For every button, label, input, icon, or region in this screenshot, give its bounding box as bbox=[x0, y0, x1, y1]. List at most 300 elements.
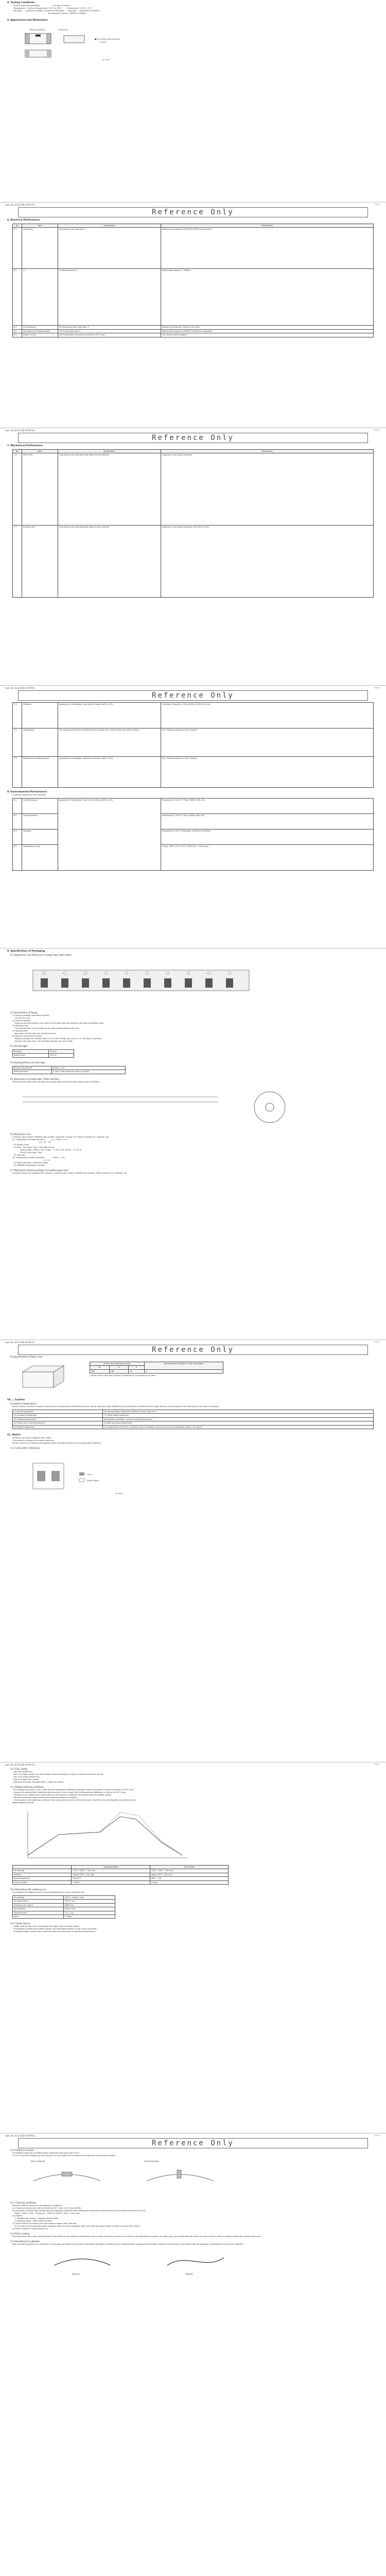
sheet-4 bbox=[0, 685, 386, 872]
twisting-svg bbox=[165, 2250, 226, 2273]
solder-volume-lines bbox=[0, 1925, 386, 1933]
text-line: Don't use highly acidic flux (with halide content exceeding 0.2(wt)% (chlorine conversion value)). bbox=[12, 1773, 104, 1775]
outer-case-heading: 9.8 Specification of Outer Case bbox=[10, 1355, 43, 1358]
text-line: (1) (2) (3) bbox=[12, 1141, 51, 1143]
text-line: · Accordingly increasing the solder volume, the mechanical stress to Chip is also increased. bbox=[12, 1928, 97, 1930]
cell: Heat Resistance bbox=[22, 799, 58, 814]
text-line: Exceeding solder volume may cause the failure of mechanical or electrical performance. bbox=[12, 1930, 96, 1933]
table-row bbox=[13, 453, 374, 526]
page-number: P.6/11 bbox=[374, 1764, 380, 1766]
chip-component bbox=[62, 2172, 72, 2176]
leader-heading: 9.5 Dimensions of Leader-tape, Trailer and Reel bbox=[10, 1077, 59, 1080]
outside-note: Customer name, Purchasing order number, Customer part number, MURATA part number, RoHS marking (*2), Quantity, etc. bbox=[12, 1172, 128, 1174]
outer-case-table-wrap bbox=[90, 1362, 223, 1393]
cell: Appearance: No damage. Inductance Change: within ±10% bbox=[58, 703, 161, 728]
sheet-3 bbox=[0, 428, 386, 599]
land-unit-label: (in mm) bbox=[115, 1493, 123, 1495]
text-line: (5) Other cleaning : Please contact us. bbox=[12, 2228, 48, 2230]
text-line: (2) MURATA classification number bbox=[12, 1164, 45, 1166]
table-row bbox=[13, 326, 374, 329]
leader-note: There shall be leader-tape (top tape and empty tape) and trailer-tape (empty tape) as follows. bbox=[12, 1080, 100, 1083]
cell: Measuring Equipment: KEYSIGHT N5230A or equivalent bbox=[161, 329, 374, 333]
cell: Substrate: Glass-epoxy substrate bbox=[161, 453, 374, 526]
cell: Cold Resistance bbox=[22, 814, 58, 829]
text-line: This product is designed for solder mounting. bbox=[12, 1439, 55, 1442]
cell: 6.5 bbox=[13, 333, 22, 337]
electrical-table bbox=[12, 224, 374, 337]
rework-heading: 11.4 Reworking with soldering iron bbox=[10, 1888, 46, 1891]
leader-svg bbox=[12, 1087, 321, 1128]
spec-number: Spec No. JELF243B-0019P-01 bbox=[5, 1764, 36, 1766]
table-row bbox=[13, 1066, 126, 1070]
sheet-8 bbox=[0, 2133, 386, 2285]
cell: H bbox=[129, 1366, 145, 1369]
location-examples bbox=[31, 2160, 355, 2196]
text-line: Third, Fourth digit : Day bbox=[12, 1151, 42, 1154]
cell: 8.3 bbox=[13, 829, 22, 845]
good-label: [Good example] bbox=[144, 2160, 159, 2162]
dimension-drawing bbox=[12, 24, 218, 65]
table-row bbox=[13, 1421, 374, 1425]
cell: 8.1 bbox=[13, 799, 22, 814]
text-line: Cooling into solvent after soldering also should be in such a way that the temperature difference is limited to 100°C max. bbox=[12, 1791, 127, 1793]
notice-lines bbox=[0, 1437, 386, 1445]
cell: Oscillation Frequency: 10Hz to 55Hz to 10Hz for 1min bbox=[161, 703, 374, 728]
location-heading: 11.6 Product's location bbox=[10, 2149, 34, 2151]
cell: (3) Undersea equipment bbox=[13, 1417, 103, 1421]
table-row bbox=[90, 1369, 223, 1373]
bottom-electrode-right bbox=[47, 50, 51, 57]
poor-label: [Poor example] bbox=[31, 2160, 45, 2162]
appearance-heading: 5. Appearance and Dimensions bbox=[7, 19, 48, 22]
environmental-heading: 8. Environmental Performance bbox=[7, 791, 47, 793]
table-row bbox=[13, 1877, 229, 1880]
cell: 7.3 bbox=[13, 703, 22, 728]
text-line: <Unless otherwise specified> <In case of doubt> bbox=[12, 5, 71, 7]
sprocket-hole bbox=[126, 972, 128, 975]
text-line: Please consult us in advance for applying other mounting method such as conductive adhesive. bbox=[12, 1442, 101, 1445]
col-item: Item bbox=[22, 450, 58, 453]
reel-outline bbox=[254, 1092, 285, 1123]
resin-heading: 11.8 Resin coating bbox=[10, 2232, 30, 2235]
location-lines bbox=[0, 2152, 386, 2157]
sprocket-hole bbox=[84, 972, 87, 975]
reflow-profile-svg bbox=[12, 1806, 198, 1863]
text-line: Second digit : Month / Jan. to Sep. → 1 to 9, Oct. to Dec. → O, N, D bbox=[12, 1148, 81, 1151]
sheet-6 bbox=[0, 1340, 386, 1502]
text-line: (1) (2) bbox=[12, 1159, 50, 1161]
leader-drawing bbox=[12, 1087, 374, 1128]
col-no: No. bbox=[13, 224, 22, 228]
cell: Inductance shall meet item 3. bbox=[58, 228, 161, 269]
spec-number: Spec No. JELF243B-0019P-01 bbox=[5, 687, 36, 689]
sheet-1 bbox=[0, 0, 386, 67]
polarity-label: Polarity Marking bbox=[30, 29, 45, 31]
reel-hub bbox=[266, 1103, 274, 1111]
text-line: Atmospheric Pressure : 86kPa to 106kPa bbox=[12, 12, 86, 14]
cell: 300mm / min bbox=[52, 1066, 126, 1070]
sprocket-hole bbox=[146, 972, 149, 975]
cell: 6.3 bbox=[13, 326, 22, 329]
cell: Flux: Ethanol solution of rosin 25(wt)% bbox=[161, 728, 374, 757]
cell: D bbox=[109, 1366, 129, 1369]
cell: Chip shall not be damaged after tested as test method. bbox=[58, 526, 161, 598]
unit-mass-label: ■ Unit Mass (Typical value) bbox=[95, 38, 120, 40]
tape-cavity bbox=[144, 978, 151, 988]
cell: 7.4 bbox=[13, 728, 22, 757]
cell: 8.2 bbox=[13, 814, 22, 829]
text-line: 2. Aqueous agent : PINE ALPHA ST-100S bbox=[12, 2220, 52, 2222]
reflow-lines bbox=[0, 1789, 386, 1802]
page-number: P.4/11 bbox=[374, 687, 380, 689]
limitation-text: Please contact us before using our products for the applications listed below which require especially high reliability for the prevention of defects which might directly cause damage to the third party's life, body or property. bbox=[12, 1405, 219, 1408]
cell: 7.1 bbox=[13, 453, 22, 526]
packaging-heading: 9. Specification of Packaging bbox=[7, 950, 45, 953]
outer-case-table bbox=[90, 1362, 223, 1374]
cell bbox=[13, 1866, 72, 1869]
taping-items bbox=[0, 1014, 386, 1043]
sprocket-hole bbox=[64, 972, 66, 975]
handling-heading: 11.9 Handling of a substrate bbox=[10, 2240, 40, 2243]
poor-example-svg bbox=[31, 2163, 103, 2191]
cell: 8.4 bbox=[13, 845, 22, 871]
cell: Measuring Equipment: Digital multi meter bbox=[161, 326, 374, 329]
limit-profile-curve bbox=[28, 1812, 182, 1855]
outer-case-note: * Above Outer Case size is typical. It depends on a quantity of an order. bbox=[90, 1375, 156, 1377]
table-row bbox=[13, 703, 374, 728]
text-line: (5) Missing components number bbox=[12, 1035, 43, 1037]
cleaning-lines bbox=[0, 2205, 386, 2230]
cell: Measuring Frequency : 100MHz bbox=[161, 269, 374, 326]
sprocket-hole bbox=[105, 972, 108, 975]
table-row bbox=[13, 1410, 374, 1414]
text-line: · Standard thickness of solder paste : 100μm to 150μm. bbox=[12, 1781, 64, 1783]
bending-svg bbox=[51, 2250, 113, 2273]
table-row bbox=[13, 1873, 229, 1876]
text-line: In the case of using aqueous agent, products shall be dried completely after rinse with de-ionized water in order to remove the cleaner. bbox=[12, 2225, 141, 2227]
mechanical-heading: 7. Mechanical Performance bbox=[7, 445, 43, 447]
cell: Chip shall not be damaged after tested as test method. bbox=[58, 453, 161, 526]
text-line: Customer part number, MURATA part number, Inspection number (*1), RoHS marking (*2), Quantity, etc. bbox=[12, 1136, 110, 1138]
cell: 2 times bbox=[150, 1880, 228, 1884]
mechanical-table-continued bbox=[12, 702, 374, 788]
cell: 245±3°C bbox=[72, 1877, 150, 1880]
tape-cavity bbox=[61, 978, 68, 988]
outer-box-drawing bbox=[12, 1362, 74, 1393]
cell: 5N min. bbox=[49, 1050, 74, 1054]
notice-heading: 11. Notice bbox=[7, 1434, 21, 1437]
col-no: No. bbox=[13, 450, 22, 453]
cell: Shear Test bbox=[22, 453, 58, 526]
twisted-board bbox=[167, 2258, 224, 2265]
land-pattern-drawing bbox=[12, 1453, 374, 1499]
cell: 350°C max. bbox=[64, 1900, 115, 1903]
testing-conditions-heading: 4. Testing Conditions bbox=[7, 2, 35, 4]
cell: 7.2 bbox=[13, 526, 22, 598]
text-line: (2) Date First digit : Year / Last digit of year bbox=[12, 1146, 55, 1148]
cell: 186 bbox=[109, 1369, 129, 1373]
cell: Limit Profile bbox=[150, 1866, 228, 1869]
col-item: Item bbox=[22, 224, 58, 228]
page-number: P.2/11 bbox=[374, 204, 380, 206]
cell: Tip diameter bbox=[13, 1907, 64, 1911]
unit-mass-value: 0.007g bbox=[100, 41, 107, 43]
cell: Self Resonant Frequency(SRF) bbox=[22, 329, 58, 333]
standard-profile-curve bbox=[28, 1817, 182, 1855]
text-line: (2) Ultrasonic cleaning shall comply with the following conditions with avoiding the resonance phenomenon at the mounted products and P.C.B. bbox=[12, 2210, 146, 2212]
text-line: (4) Spliced point bbox=[12, 1030, 28, 1032]
text-line: Base tape and Top tape has no spliced point. bbox=[12, 1032, 57, 1035]
handling-examples bbox=[51, 2250, 335, 2281]
caution-heading: 10. △ Caution bbox=[7, 1399, 25, 1401]
electrode-label: Electrode bbox=[59, 29, 67, 31]
cell: Heating bbox=[13, 1873, 72, 1876]
text-line: (1) Packing quantity (standard quantity) bbox=[12, 1014, 50, 1016]
table-row bbox=[13, 1050, 74, 1054]
cell: Speed of Peeling off bbox=[13, 1066, 52, 1070]
page-number: P.5/11 bbox=[374, 1341, 380, 1343]
table-row bbox=[13, 1915, 115, 1919]
rework-note: The following conditions must be strictly followed when using a soldering iron. bbox=[12, 1891, 85, 1894]
cell: Temperature: -55±2°C Time: 1000h(+48h,-0h) bbox=[161, 814, 374, 829]
cell: 2 times bbox=[64, 1915, 115, 1919]
bending-example bbox=[51, 2250, 113, 2281]
cell: Solderability bbox=[22, 728, 58, 757]
cell: Self temperature rise shall be limited to 25°C max. bbox=[58, 333, 161, 337]
reflow-heading: 11.3 Reflow soldering conditions bbox=[10, 1786, 44, 1788]
cell: Appearance: No damage. Inductance Change: within ±10% bbox=[58, 799, 161, 871]
cell: 150°C~180°C , 90s±30s bbox=[150, 1869, 228, 1873]
legend-resist-label: Solder Resist bbox=[87, 1480, 99, 1482]
solder-volume-heading: 11.5 Solder Volume bbox=[10, 1922, 31, 1925]
cleaning-heading: 11.7 Cleaning Conditions bbox=[10, 2201, 37, 2204]
tape-cavity bbox=[185, 978, 192, 988]
cell: 5 bbox=[144, 1369, 223, 1373]
col-method: Test Method bbox=[161, 224, 374, 228]
text-line: 1. Alcohol type cleaner : Isopropyl alcohol (IPA) bbox=[12, 2217, 59, 2219]
cell: Cycle of reflow bbox=[13, 1880, 72, 1884]
table-row bbox=[13, 333, 374, 337]
text-line: (1) RoHS regulation conformity parts. bbox=[12, 1161, 48, 1164]
text-line: Don't use water-soluble flux. bbox=[12, 1776, 40, 1778]
text-line: (1) Cleaning temperature shall be limited to 60°C max. (40°C max for IPA.) bbox=[12, 2207, 82, 2209]
legend-land-label: Land bbox=[87, 1473, 92, 1476]
outer-case-block bbox=[12, 1362, 374, 1393]
cell: Soldering iron output bbox=[13, 1903, 64, 1907]
sprocket-hole bbox=[208, 972, 210, 975]
text-line: *1) <Expression of Inspection No.> □□ OOOO ××× bbox=[12, 1138, 67, 1141]
text-line: (1) P.C.B. shall be designed so that products are not subject to the mechanical stress due to warping the board. bbox=[12, 2155, 116, 2157]
text-line: · Standard soldering profile and the limit soldering profile is as follows. bbox=[12, 1797, 78, 1799]
taping-spec-heading: 9.2 Specification of Taping bbox=[10, 1011, 38, 1014]
cell: (1) Aircraft equipment bbox=[13, 1410, 103, 1414]
cell: Top tape bbox=[13, 1050, 49, 1054]
text-line: (2) Packing Method bbox=[12, 1020, 30, 1022]
cell: (4) Power plant control equipment bbox=[13, 1421, 103, 1425]
reflow-profile-chart bbox=[12, 1806, 374, 1863]
cell: The wetting area of the electrode shall be at least 90% covered with new solder coating. bbox=[58, 728, 161, 757]
land-heading: 11.1 Land pattern designing bbox=[10, 1447, 40, 1450]
pull-strength-table bbox=[12, 1049, 74, 1058]
marking-lines bbox=[0, 1136, 386, 1167]
sheet-2 bbox=[0, 202, 386, 339]
sprocket-hole bbox=[43, 972, 46, 975]
cell: 6.1 bbox=[13, 228, 22, 269]
cell: (8) Disaster prevention / crime prevention equipment bbox=[103, 1417, 374, 1421]
polarity-mark bbox=[36, 35, 41, 37]
cell: Outer Case Dimensions (mm) bbox=[90, 1362, 145, 1366]
text-line: Insufficient pre-heating may cause cracks on the product, resulting in the deterioration of product quality. bbox=[12, 1794, 112, 1796]
twisting-example bbox=[165, 2250, 226, 2281]
cell: Pre-heating bbox=[13, 1869, 72, 1873]
table-row bbox=[13, 1417, 374, 1421]
unit-label: (in mm) bbox=[102, 59, 110, 61]
spec-number: Spec No. JELF243B-0019P-01 bbox=[5, 204, 36, 206]
spec-number: Spec No. JELF243B-0019P-01 bbox=[5, 429, 36, 432]
cell: 3(+1,-0)s bbox=[64, 1911, 115, 1914]
table-row bbox=[13, 1911, 115, 1914]
cell: Q shall meet item 3. bbox=[58, 269, 161, 326]
mechanical-table bbox=[12, 449, 374, 598]
land-pattern-svg bbox=[12, 1453, 167, 1499]
text-line: Products can only be soldered with reflow. bbox=[12, 1437, 51, 1439]
cell: Temperature: 40±2°C Humidity: 90%(RH) to 95%(RH) bbox=[161, 829, 374, 845]
tape-cavity bbox=[164, 978, 171, 988]
flux-heading: 11.2 Flux, Solder bbox=[10, 1768, 28, 1770]
tape-svg bbox=[12, 960, 270, 1006]
table-row bbox=[13, 757, 374, 788]
profile-label: Reflow soldering profile bbox=[12, 1802, 34, 1804]
text-line: Temperature : Ordinary Temperature / 15°C to 35°C Temperature : 20°C ± 2°C bbox=[12, 7, 92, 9]
cell: W bbox=[90, 1366, 110, 1369]
cell: The rated current is applied. bbox=[161, 333, 374, 337]
marking-heading: 9.6 Marking for reel bbox=[10, 1132, 31, 1136]
cell: Peeling off force bbox=[13, 1070, 52, 1074]
outside-heading: 9.7 Marking for Outside package (corrugated paper box) bbox=[10, 1168, 69, 1172]
rework-table bbox=[12, 1895, 115, 1919]
cell: 0.1N to 0.6N (minimum value is typical) bbox=[52, 1070, 126, 1074]
table-row bbox=[13, 228, 374, 269]
table-row bbox=[13, 799, 374, 814]
cell: Vibration bbox=[22, 703, 58, 728]
cell: Resistance to Soldering Heat bbox=[22, 757, 58, 788]
cell: Bottom tape bbox=[13, 1054, 49, 1057]
good-example-svg bbox=[144, 2163, 216, 2191]
cell: Inductance bbox=[22, 228, 58, 269]
cell: 80W max. bbox=[64, 1903, 115, 1907]
spec-number: Spec No. JELF243B-0019P-01 bbox=[5, 2134, 36, 2137]
cell: (6) Transportation equipment (vehicles, trains, ships, etc.) bbox=[103, 1410, 374, 1414]
text-line: (3) Cleaner bbox=[12, 2215, 23, 2217]
text-line: · Solder shall be used not to be exceed the upper limits as shown below. bbox=[12, 1925, 80, 1928]
cell: 150°C~180°C , 90s±30s bbox=[72, 1869, 150, 1873]
cell: 1 step: -55°C (+0°C,-3°C) / 30±3 min ... 100 cycles bbox=[161, 845, 374, 871]
col-method: Test Method bbox=[161, 450, 374, 453]
table-row bbox=[13, 1880, 229, 1884]
pull-strength-heading: 9.3 Pull Strength bbox=[10, 1045, 28, 1047]
cell: Peak temperature bbox=[13, 1877, 72, 1880]
text-line: Products shall be cleaned on the following conditions. bbox=[12, 2205, 62, 2207]
text-line: The excessive limit soldering conditions may cause leaching of the electrode and/or resulting in the deterioration of product quality. bbox=[12, 1799, 136, 1801]
right-electrode bbox=[47, 33, 51, 44]
text-line: (4) There shall be no residual flux and residual cleaner after cleaning. bbox=[12, 2223, 77, 2225]
sheet-7 bbox=[0, 1762, 386, 1933]
page-number: P.3/11 bbox=[374, 429, 380, 431]
table-row bbox=[13, 526, 374, 598]
reference-only-banner: Reference Only bbox=[18, 690, 368, 701]
table-row bbox=[13, 1907, 115, 1911]
reference-only-banner: Reference Only bbox=[18, 207, 368, 217]
tape-cavity bbox=[102, 978, 110, 988]
cell: (2) Aerospace equipment bbox=[13, 1414, 103, 1417]
cell: above 230°C , 60s max. bbox=[150, 1873, 228, 1876]
applications-table bbox=[12, 1410, 374, 1429]
chip-body-side bbox=[64, 36, 84, 43]
cell: 186 bbox=[90, 1369, 110, 1373]
peeling-table bbox=[12, 1066, 126, 1074]
environmental-table bbox=[12, 798, 374, 871]
sheet-5 bbox=[0, 948, 386, 1175]
table-row bbox=[13, 1054, 74, 1057]
cell: Flux: Ethanol solution of rosin 25(wt)% bbox=[161, 757, 374, 788]
left-electrode bbox=[25, 33, 29, 44]
legend-land-swatch bbox=[79, 1472, 84, 1476]
cell: DC Resistance shall meet item 3. bbox=[58, 326, 161, 329]
cell: (9) Data-processing equipment bbox=[103, 1421, 374, 1425]
reference-only-banner: Reference Only bbox=[18, 1345, 368, 1355]
appearance-drawing bbox=[12, 24, 374, 65]
table-row bbox=[13, 1070, 126, 1074]
text-line: Products shall be packed in the cavity of the base tape and sealed by top tape and bottom tape. bbox=[12, 1022, 104, 1024]
text-line: · Pre-heating should be in such a way that the temperature difference between solder and product surface is limited to 150°C max. bbox=[12, 1789, 134, 1791]
text-line: (3) Serial No. bbox=[12, 1154, 26, 1156]
cell: Rated Current bbox=[22, 333, 58, 337]
cell: Q bbox=[22, 269, 58, 326]
cell: Appearance: No damage. Inductance Change: within ±10% bbox=[58, 757, 161, 788]
cell: 6.2 bbox=[13, 269, 22, 326]
testing-conditions-lines bbox=[0, 5, 386, 15]
table-row bbox=[13, 1869, 229, 1873]
cell: Pre-heating bbox=[13, 1896, 64, 1900]
cell: 6.4 bbox=[13, 329, 22, 333]
good-example bbox=[144, 2160, 216, 2196]
tape-cavity bbox=[226, 978, 233, 988]
cell: 150°C , approx. 1min bbox=[64, 1896, 115, 1900]
text-line: The following shall be considered when designing and laying out P.C.B.'s. bbox=[12, 2152, 80, 2154]
box-front bbox=[23, 1372, 54, 1387]
text-line: · Use Sn-3.0Ag-0.5Cu solder. bbox=[12, 1778, 39, 1781]
text-line: *2) <Expression of RoHS marking> ROHS - Y (Δ) bbox=[12, 1156, 65, 1159]
tape-cavity bbox=[82, 978, 89, 988]
cell: 7.5 bbox=[13, 757, 22, 788]
cell: 5N min. bbox=[49, 1054, 74, 1057]
tape-drawing bbox=[12, 960, 374, 1006]
cell: Standard Reel Quantity in Outer Case (Reel) bbox=[144, 1362, 223, 1370]
reflow-profile-table bbox=[12, 1865, 229, 1885]
cell: Substrate: Glass-epoxy substrate (100×40×1.0mm) bbox=[161, 526, 374, 598]
table-row bbox=[13, 1414, 374, 1417]
table-row bbox=[13, 1425, 374, 1429]
cell: DC Resistance bbox=[22, 326, 58, 329]
cell: Measuring Equipment: KEYSIGHT E4991A or equivalent bbox=[161, 228, 374, 269]
cell: Temperature: 125±2°C Time: 1000h(+48h,-0h) bbox=[161, 799, 374, 814]
cell: (10) Applications of similar complexity and /or reliability requirements to the applications listed in the above bbox=[103, 1425, 374, 1429]
tape-cavity bbox=[205, 978, 213, 988]
bent-board bbox=[54, 2259, 111, 2266]
sprocket-hole bbox=[187, 972, 190, 975]
land-left bbox=[37, 1471, 45, 1481]
page-number: P.7/11 bbox=[374, 2134, 380, 2137]
